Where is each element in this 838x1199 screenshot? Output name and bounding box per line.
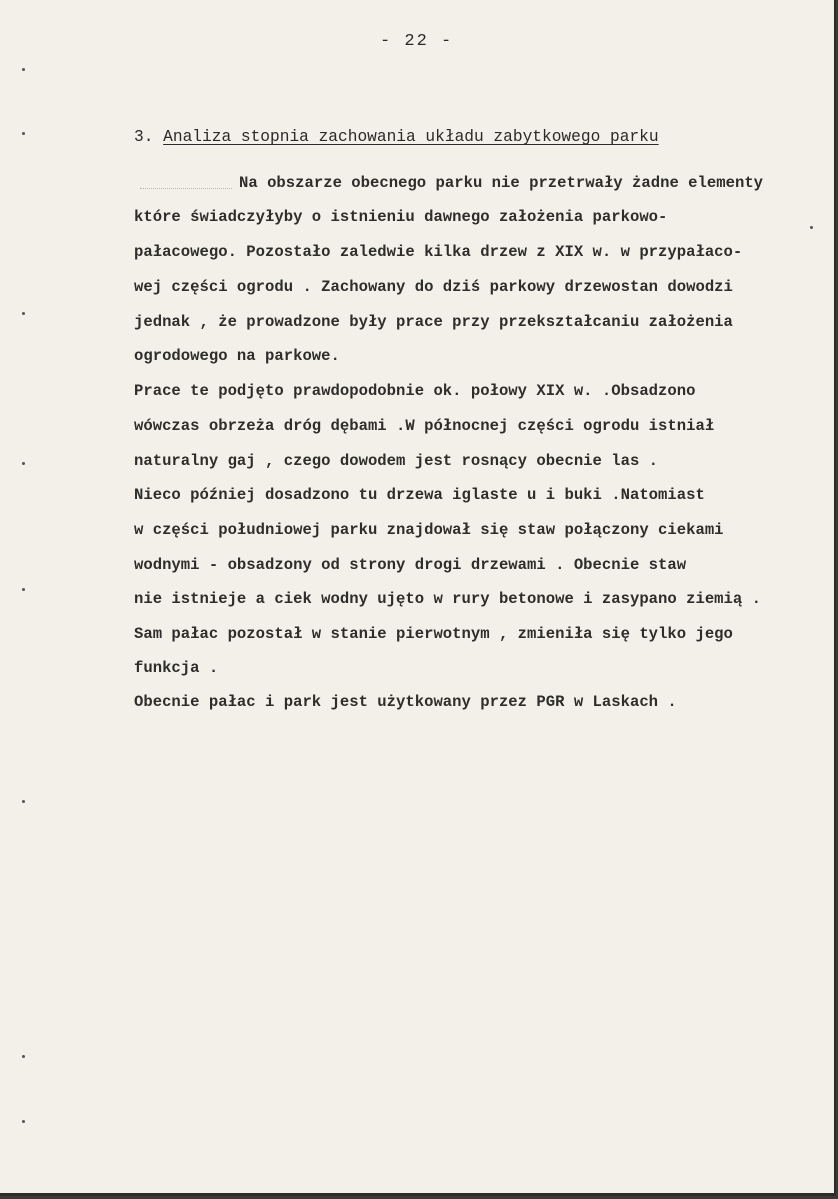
punch-hole-dot	[22, 1055, 25, 1058]
section-heading	[134, 128, 659, 146]
text-line: Prace te podjęto prawdopodobnie ok. połowy XIX w. .Obsadzono	[134, 382, 696, 400]
punch-hole-dot	[22, 588, 25, 591]
text-line: funkcja .	[134, 659, 219, 677]
section-number: 3.	[134, 128, 154, 146]
text-line: jednak , że prowadzone były prace przy przekształcaniu założenia	[134, 313, 733, 331]
text-line: w części południowej parku znajdował się staw połączony ciekami	[134, 521, 724, 539]
paragraph-indent-mark	[140, 188, 232, 189]
text-line: nie istnieje a ciek wodny ujęto w rury betonowe i zasypano ziemią .	[134, 590, 761, 608]
text-line: które świadczyłyby o istnieniu dawnego założenia parkowo-	[134, 208, 668, 226]
text-line: wówczas obrzeża dróg dębami .W północnej części ogrodu istniał	[134, 417, 715, 435]
punch-hole-dot	[22, 68, 25, 71]
text-line: Nieco później dosadzono tu drzewa iglaste u i buki .Natomiast	[134, 486, 705, 504]
text-line: wodnymi - obsadzony od strony drogi drzewami . Obecnie staw	[134, 556, 687, 574]
text-line: ogrodowego na parkowe.	[134, 347, 340, 365]
text-line: Sam pałac pozostał w stanie pierwotnym , zmieniła się tylko jego	[134, 625, 733, 643]
text-line: naturalny gaj , czego dowodem jest rosnący obecnie las .	[134, 452, 659, 470]
punch-hole-dot	[22, 800, 25, 803]
section-title: Analiza stopnia zachowania układu zabytkowego parku	[163, 128, 659, 146]
page-number: - 22 -	[380, 32, 454, 51]
punch-hole-dot	[22, 312, 25, 315]
text-line: pałacowego. Pozostało zaledwie kilka drzew z XIX w. w przypałaco-	[134, 243, 743, 261]
punch-hole-dot	[22, 1120, 25, 1123]
punch-hole-dot	[22, 462, 25, 465]
text-line: Obecnie pałac i park jest użytkowany przez PGR w Laskach .	[134, 693, 677, 711]
text-line: Na obszarze obecnego parku nie przetrwały żadne elementy	[239, 174, 764, 192]
punch-hole-dot	[810, 226, 813, 229]
punch-hole-dot	[22, 132, 25, 135]
text-line: wej części ogrodu . Zachowany do dziś parkowy drzewostan dowodzi	[134, 278, 733, 296]
